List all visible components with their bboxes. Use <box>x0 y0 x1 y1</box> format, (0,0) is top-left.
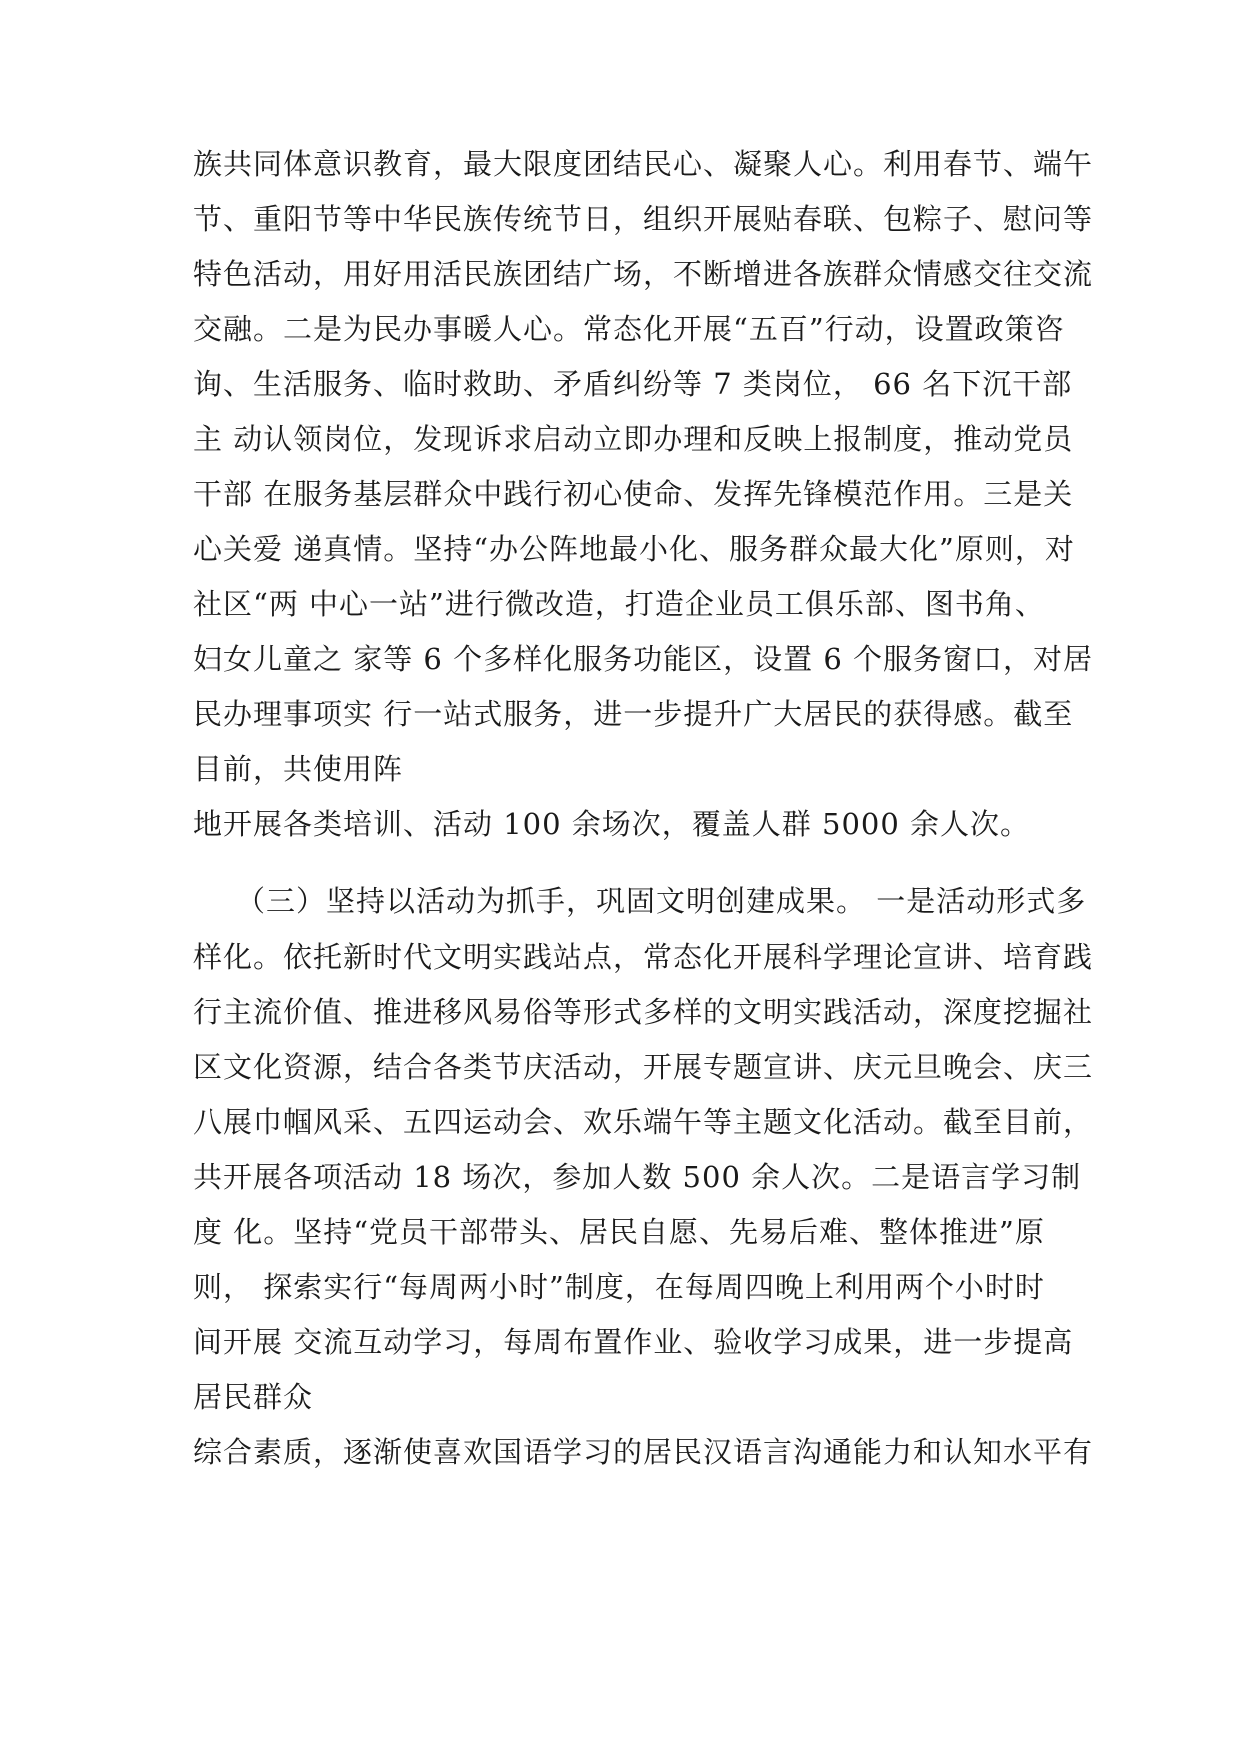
text-line: 则， 探索实行“每周两小时”制度，在每周四晚上利用两个小时时 <box>193 1270 1045 1304</box>
text-line: 节、重阳节等中华民族传统节日，组织开展贴春联、包粽子、慰问等 <box>193 202 1094 236</box>
text-line: 询、生活服务、临时救助、矛盾纠纷等 7 类岗位， 66 名下沉干部 <box>193 367 1073 401</box>
text-line: 行主流价值、推进移风易俗等形式多样的文明实践活动，深度挖掘社 <box>193 995 1094 1029</box>
text-line: 特色活动，用好用活民族团结广场，不断增进各族群众情感交往交流 <box>193 257 1094 291</box>
text-line: 妇女儿童之 家等 6 个多样化服务功能区，设置 6 个服务窗口，对居 <box>193 642 1093 676</box>
text-line: 目前，共使用阵 <box>193 752 404 786</box>
text-line: 区文化资源，结合各类节庆活动，开展专题宣讲、庆元旦晚会、庆三 <box>193 1050 1094 1084</box>
section-heading-line: （三）坚持以活动为抓手，巩固文明创建成果。 一是活动形式多 <box>236 884 1087 918</box>
text-line: 交融。二是为民办事暖人心。常态化开展“五百”行动，设置政策咨 <box>193 312 1065 346</box>
text-line: 社区“两 中心一站”进行微改造，打造企业员工俱乐部、图书角、 <box>193 587 1045 621</box>
text-line: 样化。依托新时代文明实践站点，常态化开展科学理论宣讲、培育践 <box>193 940 1094 974</box>
text-line: 民办理事项实 行一站式服务，进一步提升广大居民的获得感。截至 <box>193 697 1074 731</box>
text-line: 居民群众 <box>193 1380 314 1414</box>
text-line: 主 动认领岗位，发现诉求启动立即办理和反映上报制度，推动党员 <box>193 422 1074 456</box>
text-line: 间开展 交流互动学习，每周布置作业、验收学习成果，进一步提高 <box>193 1325 1074 1359</box>
text-line: 心关爱 递真情。坚持“办公阵地最小化、服务群众最大化”原则，对 <box>193 532 1075 566</box>
text-line: 地开展各类培训、活动 100 余场次，覆盖人群 5000 余人次。 <box>193 807 1031 841</box>
text-line: 八展巾帼风采、五四运动会、欢乐端午等主题文化活动。截至目前， <box>193 1105 1094 1139</box>
text-line: 族共同体意识教育，最大限度团结民心、凝聚人心。利用春节、端午 <box>193 147 1094 181</box>
text-line: 度 化。坚持“党员干部带头、居民自愿、先易后难、整体推进”原 <box>193 1215 1045 1249</box>
text-line: 综合素质，逐渐使喜欢国语学习的居民汉语言沟通能力和认知水平有 <box>193 1435 1094 1469</box>
text-line: 干部 在服务基层群众中践行初心使命、发挥先锋模范作用。三是关 <box>193 477 1074 511</box>
text-line: 共开展各项活动 18 场次，参加人数 500 余人次。二是语言学习制 <box>193 1160 1082 1194</box>
